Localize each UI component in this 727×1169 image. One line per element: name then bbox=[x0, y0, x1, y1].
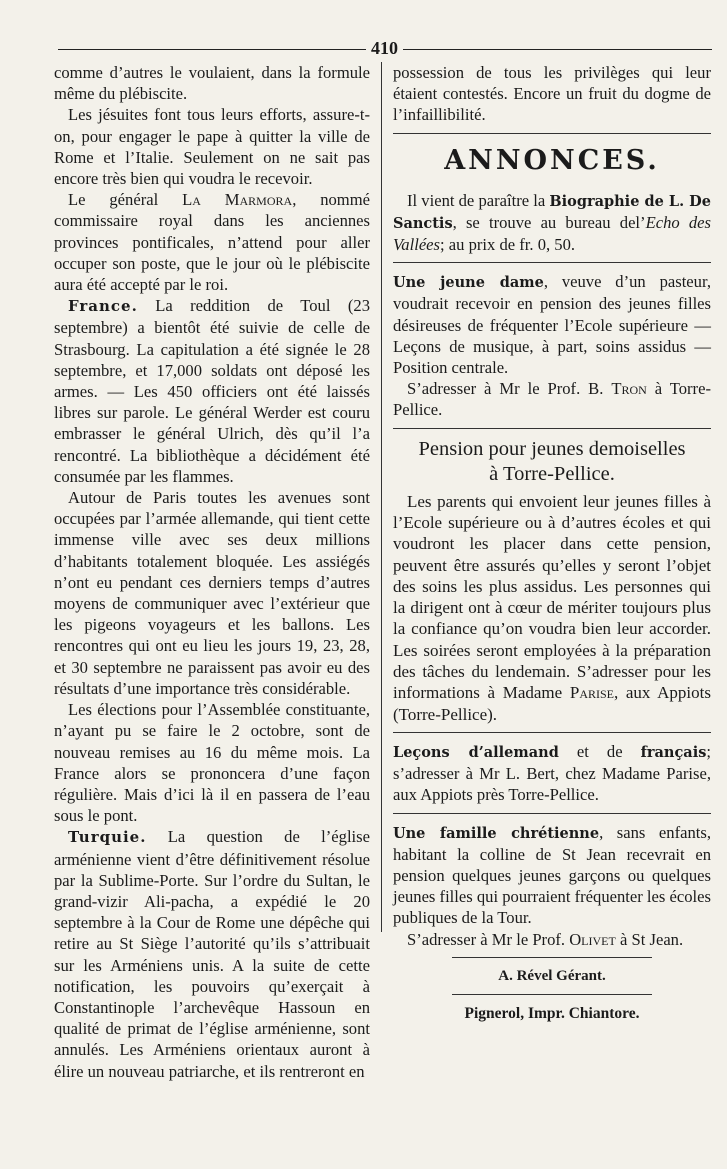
text-run: , aux Appiots (Torre-Pellice). bbox=[393, 683, 711, 724]
divider bbox=[393, 262, 711, 263]
pension-title-line-1: Pension pour jeunes demoiselles bbox=[418, 437, 686, 460]
divider bbox=[393, 813, 711, 814]
text-run: , se trouve au bureau del’ bbox=[452, 212, 646, 232]
left-column bbox=[54, 62, 370, 1082]
divider bbox=[393, 428, 711, 429]
person-name-parise: Parise bbox=[569, 683, 614, 703]
divider bbox=[452, 957, 652, 958]
ad-heading-famille: Une famille chrétienne bbox=[393, 824, 600, 842]
divider bbox=[393, 133, 711, 134]
left-paragraph-jesuites: Les jésuites font tous leurs efforts, assure-t-on, pour engager le pape à quitter la ville de Rome et l’Italie. Seulement on ne sait pas encore très bien qui voudra le recevoir. bbox=[54, 105, 370, 189]
section-heading-turquie: Turquie. bbox=[68, 828, 147, 847]
text-run: à Torre-Pellice. bbox=[393, 379, 711, 420]
section-heading-france: France. bbox=[68, 297, 138, 316]
text-run: Le général bbox=[68, 190, 183, 210]
ad-jeune-dame-address bbox=[393, 378, 711, 420]
section-turquie bbox=[54, 826, 370, 1081]
annonces-heading: ANNONCES. bbox=[444, 144, 660, 176]
divider bbox=[393, 732, 711, 733]
imprimeur-line: Pignerol, Impr. Chiantore. bbox=[464, 1004, 640, 1022]
text-run: , nommé commissaire royal dans les anciennes provinces pontificales, n’attend pour aller occuper son poste, que le jour où le plébiscite aura été accepté par le roi. bbox=[54, 190, 370, 295]
ad-biographie bbox=[393, 190, 711, 256]
ad-jeune-dame bbox=[393, 271, 711, 378]
ad-lecons bbox=[393, 741, 711, 806]
text-run: ; au prix de fr. 0, 50. bbox=[440, 235, 576, 255]
pension-text bbox=[393, 491, 711, 725]
text-run: , veuve d’un pasteur, voudrait recevoir en pension des jeunes filles désireuses de fréquenter l’Ecole supérieure — Leçons de musique, à part, soins assidus — Position centrale. bbox=[393, 272, 711, 378]
text-run: S’adresser à Mr le Prof. B. bbox=[407, 379, 612, 399]
left-paragraph-marmora bbox=[54, 189, 370, 295]
france-text: La reddition de Toul (23 septembre) a bientôt été suivie de celle de Strasbourg. La capitulation a été signée le 28 septembre, et 17,000 soldats ont déposé les armes. — Les 450 officiers ont été laissés libres sur parole. Le général Werder est couru embrasser le général Ulrich, dès qu’il l’a rencontré. La bibliothèque a décidément été consumée par les flammes. bbox=[54, 296, 370, 486]
left-paragraph-elections: Les élections pour l’Assemblée constituante, n’ayant pu se faire le 2 octobre, sont de nouveau remises au 16 du même mois. La France alors se prononcera d’une façon régulière. Mais d’ici là il en passera de l’eau sous le pont. bbox=[54, 700, 370, 826]
text-run: S’adresser à Mr le Prof. bbox=[407, 929, 570, 949]
text-run: Les parents qui envoient leur jeunes filles à l’Ecole supérieure ou à d’autres écoles et qui voudront les placer dans cette pension, peuvent être assurés qu’elles y seront l’objet des soins les plus assidus. Les personnes qui la dirigent ont à cœur de mériter toujours plus la confiance qu’on voudra bien leur accorder. Les soirées seront employées à la préparation des tâches du lendemain. S’adresser pour les informations à Madame bbox=[393, 491, 711, 703]
column-divider bbox=[381, 62, 382, 932]
book-title: Biographie de L. De Sanctis bbox=[393, 192, 711, 232]
page-header bbox=[58, 38, 712, 60]
divider bbox=[452, 994, 652, 995]
text-run: et de bbox=[558, 741, 641, 761]
person-name-marmora: La Marmora bbox=[182, 190, 293, 210]
ad-pension bbox=[393, 437, 711, 725]
person-name-tron: Tron bbox=[611, 379, 647, 399]
text-run: , sans enfants, habitant la colline de St Jean recevrait en pension quelques jeunes garçons ou quelques jeunes filles qui pourraient fréquenter les écoles publiques de la Tour. bbox=[393, 822, 711, 928]
left-paragraph-1: comme d’autres le voulaient, dans la formule même du plébiscite. bbox=[54, 63, 370, 104]
gerant-line: A. Rével Gérant. bbox=[498, 967, 606, 984]
person-name-olivet: Olivet bbox=[569, 929, 616, 949]
ad-famille-address bbox=[393, 929, 711, 950]
text-run: à St Jean. bbox=[615, 929, 684, 949]
ad-famille bbox=[393, 822, 711, 929]
ad-heading-francais: français bbox=[640, 743, 707, 761]
text-run: Il vient de paraître la bbox=[407, 190, 550, 210]
newspaper-name: Echo des Vallées bbox=[393, 212, 711, 255]
pension-title bbox=[393, 437, 711, 487]
right-paragraph-1: possession de tous les privilèges qui leur étaient contestés. Encore un fruit du dogme de l’infaillibilité. bbox=[393, 63, 711, 125]
ad-heading-jeune-dame: Une jeune dame bbox=[393, 274, 544, 292]
text-run: ; s’adresser à Mr L. Bert, chez Madame Parise, aux Appiots près Torre-Pellice. bbox=[393, 741, 711, 805]
pension-title-line-2: à Torre-Pellice. bbox=[489, 462, 615, 485]
section-france bbox=[54, 295, 370, 487]
turquie-text: La question de l’église arménienne vient d’être définitivement résolue par la Sublime-Porte. Sur l’ordre du Sultan, le grand-vizir Ali-pacha, a expédié le 20 septembre à la Cour de Rome une dépêche qui retire au St Siège l’autorité qu’ils s’attribuait sur les Arméniens unis. A la suite de cette notification, les pouvoirs qu’exerçait à Constantinople l’archevêque Hassoun en qualité de primat de l’église arménienne, sont annulés. Les Arméniens orientaux auront à élire un nouveau patriarche, et ils rentreront en bbox=[54, 827, 370, 1081]
left-paragraph-paris: Autour de Paris toutes les avenues sont occupées par l’armée allemande, qui tient cette immense ville avec ses deux millions d’habitants totalement bloquée. Les assiégés n’ont eu pendant ces derniers temps d’autres moyens de communiquer avec l’extérieur que les pigeons voyageurs et les ballons. Les rencontres qui ont eu lieu les jours 19, 23, 28, et 30 septembre ne paraissent pas avoir eu des résultats d’une importance très considérable. bbox=[54, 488, 370, 698]
page-number: 410 bbox=[366, 38, 403, 59]
ad-heading-allemand: Leçons d’allemand bbox=[393, 743, 559, 761]
right-column bbox=[393, 62, 711, 1024]
